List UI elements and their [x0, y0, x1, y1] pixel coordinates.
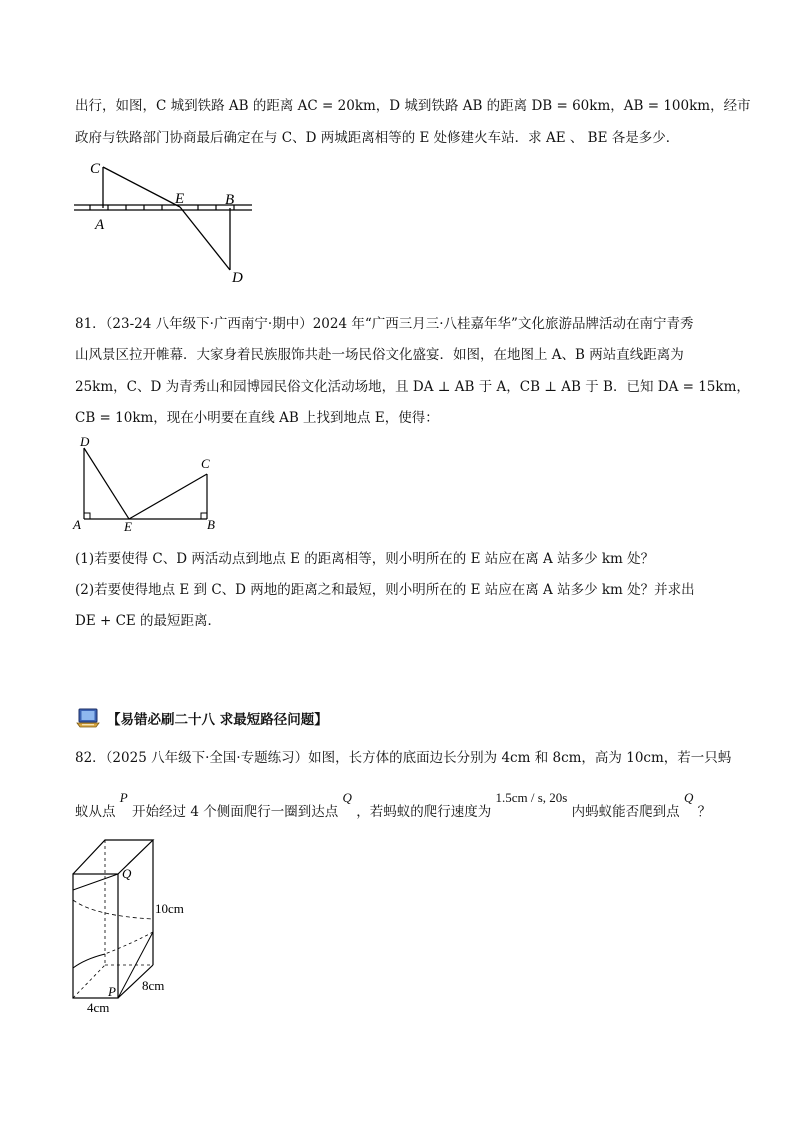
q82-text-2e: ？: [697, 804, 712, 820]
q81-label-B: B: [207, 517, 215, 532]
q82-label-Q: Q: [122, 866, 132, 881]
q81-text-line-4: CB = 10km，现在小明要在直线 AB 上找到地点 E，使得：: [75, 410, 439, 426]
q82-label-height: 10cm: [155, 901, 184, 916]
q82-label-P: P: [108, 984, 116, 999]
q81-text-line-1: 81．（23-24 八年级下·广西南宁·期中）2024 年“广西三月三·八桂嘉年华”文化旅游品牌活动在南宁青秀: [75, 316, 694, 332]
q82-text-line-1: 82．（2025 八年级下·全国·专题练习）如图，长方体的底面边长分别为 4cm 和 8cm，高为 10cm，若一只蚂: [75, 750, 732, 766]
section-header: [75, 707, 328, 729]
q82-label-width: 4cm: [87, 1000, 110, 1015]
q82-cuboid-figure: [65, 834, 205, 1019]
q81-label-E: E: [124, 519, 132, 534]
q81-text-line-3: 25km，C、D 为青秀山和园博园民俗文化活动场地，且 DA ⊥ AB 于 A，CB ⊥ AB 于 B．已知 DA = 15km，: [75, 379, 750, 395]
q80-text-line-1: 出行，如图，C 城到铁路 AB 的距离 AC = 20km，D 城到铁路 AB 的距离 DB = 60km，AB = 100km，经市: [75, 98, 751, 114]
q81-text-line-2: 山风景区拉开帷幕．大家身着民族服饰共赴一场民俗文化盛宴．如图，在地图上 A、B 两站直线距离为: [75, 347, 684, 363]
q82-speed: 1.5cm / s, 20s: [495, 790, 568, 805]
q80-text-line-2: 政府与铁路部门协商最后确定在与 C、D 两城距离相等的 E 处修建火车站．求 AE 、 BE 各是多少．: [75, 130, 680, 146]
q81-part-2-line-2: DE + CE 的最短距离．: [75, 613, 222, 629]
q82-text-2c: ，若蚂蚁的爬行速度为: [356, 804, 492, 820]
q82-point-Q-2: Q: [683, 790, 694, 805]
q81-label-C: C: [201, 456, 210, 471]
q82-text-line-2: [75, 790, 712, 822]
q81-part-2-line-1: (2)若要使得地点 E 到 C、D 两地的距离之和最短，则小明所在的 E 站应在离 A 站多少 km 处？并求出: [75, 582, 695, 598]
q80-label-D: D: [232, 270, 243, 286]
q80-figure: [70, 152, 260, 287]
q80-label-E: E: [175, 191, 185, 207]
q81-label-D: D: [80, 434, 90, 449]
q80-label-B: B: [225, 192, 235, 208]
q82-text-2b: 开始经过 4 个侧面爬行一圈到达点: [132, 804, 339, 820]
q80-label-A: A: [95, 217, 105, 233]
q81-label-A: A: [73, 517, 81, 532]
q81-figure: [70, 432, 230, 534]
q82-point-P: P: [119, 790, 128, 805]
q82-text-2a: 蚁从点: [75, 804, 116, 820]
q82-point-Q: Q: [342, 790, 352, 805]
q80-label-C: C: [90, 161, 101, 177]
section-title: 【易错必刷二十八 求最短路径问题】: [107, 712, 328, 728]
book-computer-icon: [75, 707, 101, 729]
q82-label-depth: 8cm: [142, 978, 165, 993]
q82-text-2d: 内蚂蚁能否爬到点: [571, 804, 680, 820]
q81-part-1: (1)若要使得 C、D 两活动点到地点 E 的距离相等，则小明所在的 E 站应在离 A 站多少 km 处？: [75, 551, 655, 567]
